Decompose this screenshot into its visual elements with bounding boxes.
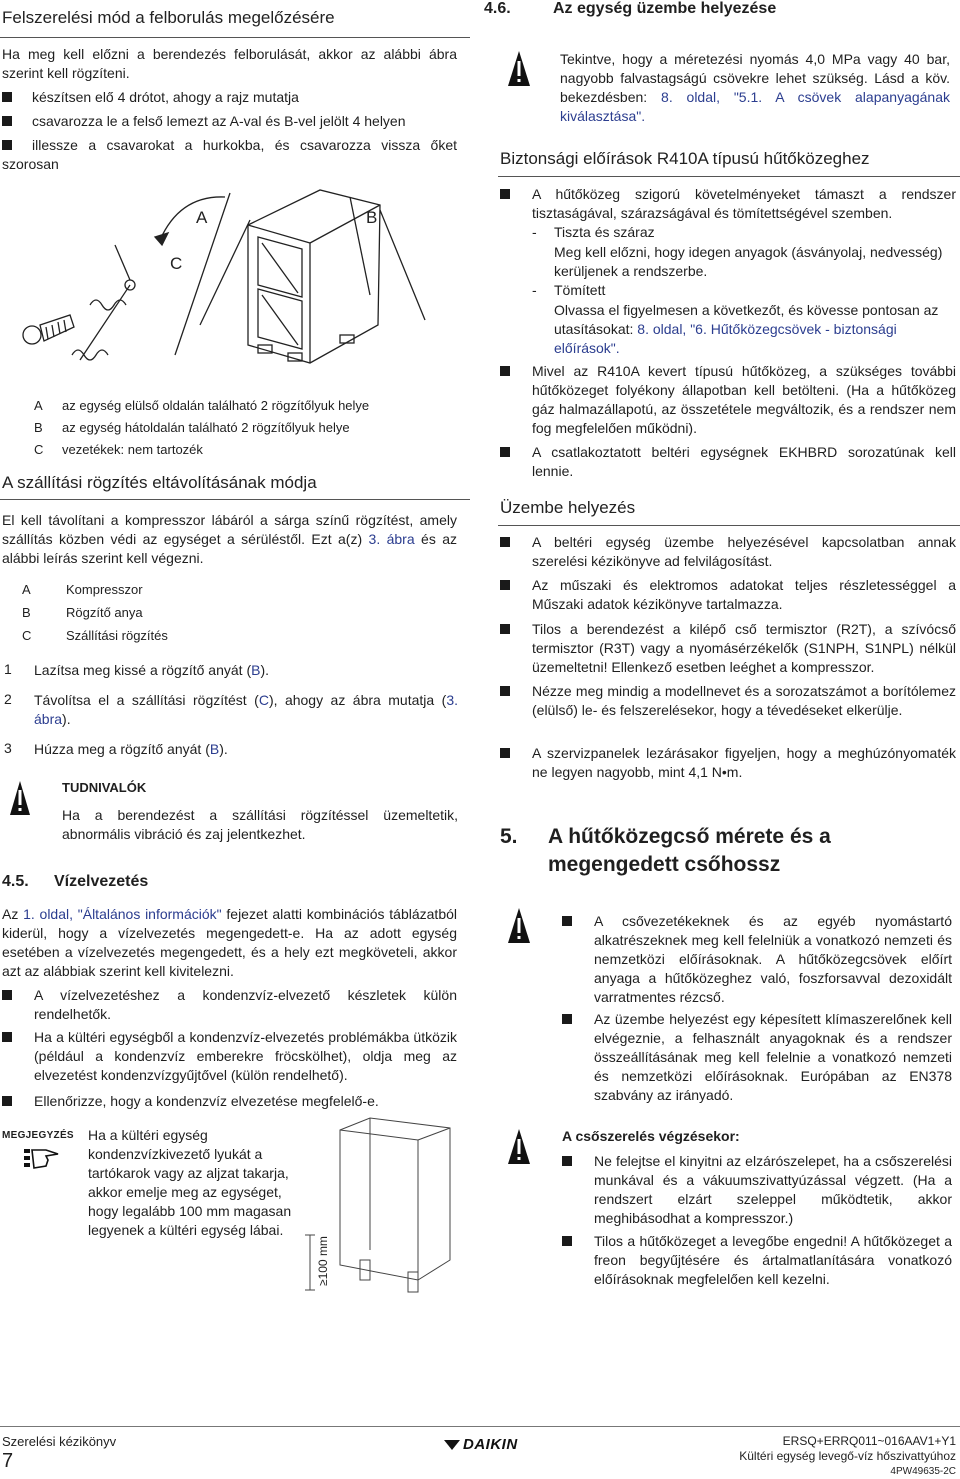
bullet-square <box>562 916 572 926</box>
step-number: 3 <box>4 740 12 756</box>
figure-link[interactable]: 3. ábra <box>368 531 415 547</box>
sub-dash: - <box>532 282 537 298</box>
list-item: Tilos a berendezést a kilépő cső termisztor (R2T), a szívócső termisztor (R3T) vagy a nyomásérzékelők (S1NPH, S1NPL) nélkül üzemeltetni! Ellenkező esetben leéghet a kompresszor. <box>500 620 956 677</box>
bullet-square <box>500 624 510 634</box>
legend-key: B <box>34 420 43 435</box>
note-text: Ha a kültéri egység kondenzvízkivezető lyukát a tartókarok vagy az aljzat takarja, akkor emelje meg az egységet, hogy legalább 100 mm magasan legyenek a kültéri egység lábai. <box>88 1127 292 1238</box>
list-item: Ha a kültéri egységből a kondenzvíz-elvezetés problémákba ütközik (például a kondenzvíz emberekre fröcskölhet), oldja meg az elvezetést kondenzvízgyűjtővel (külön rendelhető). <box>2 1028 457 1085</box>
bullet-square <box>562 1014 572 1024</box>
section-number: 4.5. <box>2 873 29 890</box>
step-text: Húzza meg a rögzítő anyát (B). <box>34 741 228 757</box>
bullet-square <box>500 537 510 547</box>
section-title-drainage: Vízelvezetés <box>54 873 149 890</box>
chapter-number: 5. <box>500 825 518 848</box>
bullet-square <box>2 1032 12 1042</box>
daikin-logo-icon <box>444 1440 460 1450</box>
section-divider <box>0 499 470 500</box>
notice-text: Ha a berendezést a szállítási rögzítéssel üzemeltetik, abnormális vibráció és zaj jelentkezhet. <box>62 807 458 842</box>
list-item: Az üzembe helyezést egy képesített klímaszerelőnek kell elvégeznie, a felhasznált anyagoknak és a rendszer összeállításának meg kell felelnie a vonatkozó nemzeti és nemzetközi előírásoknak. Európában az EN378 szabvány az irányadó. <box>562 1010 952 1105</box>
section-title-commissioning: Az egység üzembe helyezése <box>553 0 777 17</box>
notice-title: TUDNIVALÓK <box>62 780 147 795</box>
step-number: 1 <box>4 661 12 677</box>
list-item: A csővezetékeknek és az egyéb nyomástartó alkatrészeknek meg kell felelniük a vonatkozó nemzeti és nemzetközi előírásoknak. A hűtőközegcsövek előírt anyaga a hűtőközeghez való, foszforsavval dezoxidált varratmentes rézcső. <box>562 912 952 1007</box>
step-text: Távolítsa el a szállítási rögzítést (C), ahogy az ábra mutatja (3. ábra). <box>34 692 458 727</box>
list-item: A szervizpanelek lezárásakor figyeljen, hogy a meghúzónyomaték ne legyen nagyobb, mint 4,1 N•m. <box>500 744 956 782</box>
legend-key: B <box>22 605 31 620</box>
section-divider <box>0 37 470 38</box>
bullet-square <box>2 1096 12 1106</box>
section-divider <box>498 176 960 177</box>
brand-logo: DAIKIN <box>444 1436 518 1453</box>
warning-icon <box>502 48 536 90</box>
list-item: Ne felejtse el kinyitni az elzárószelepet, ha a csőszerelési munkával és a vákuumszivattyúzással végzett. (Ha a rendszert elzárt szeleppel működtetik, akkor meghibásodhat a kompresszor.) <box>562 1152 952 1228</box>
section-title-commissioning-sub: Üzembe helyezés <box>500 498 636 517</box>
footer-doc-info <box>739 1434 956 1479</box>
figure-label-c: C <box>170 254 183 273</box>
piping-subtitle: A csőszerelés végzésekor: <box>562 1128 740 1144</box>
step-number: 2 <box>4 691 12 707</box>
bullet-square <box>500 447 510 457</box>
bullet-square <box>562 1156 572 1166</box>
pointing-hand-icon <box>24 1146 60 1172</box>
bullet-square <box>500 686 510 696</box>
chapter-title-pipe-size: A hűtőközegcső mérete és a megengedett csőhossz <box>548 825 831 876</box>
raised-unit-figure <box>300 1110 470 1295</box>
model-code: ERSQ+ERRQ011~016AAV1+Y1 <box>782 1434 956 1448</box>
figure-label-b: B <box>366 208 378 227</box>
section-number: 4.6. <box>484 0 511 17</box>
section-title-transport-stay: A szállítási rögzítés eltávolításának módja <box>2 473 317 492</box>
bullet-square <box>500 366 510 376</box>
clearance-label: ≥100 mm <box>316 1236 330 1286</box>
legend-value: vezetékek: nem tartozék <box>62 442 203 457</box>
bullet-square <box>2 990 12 1000</box>
bullet-square <box>2 140 12 150</box>
list-item: csavarozza le a felső lemezt az A-val és B-vel jelölt 4 helyen <box>2 112 457 131</box>
list-item: A hűtőközeg szigorú követelményeket támaszt a rendszer tisztaságával, szárazságával és tömítettségével szemben. <box>500 185 956 223</box>
bullet-square <box>500 580 510 590</box>
product-name: Kültéri egység levegő-víz hőszivattyúhoz <box>739 1449 956 1463</box>
legend-key: C <box>22 628 32 643</box>
list-item: készítsen elő 4 drótot, ahogy a rajz mutatja <box>2 88 457 107</box>
bullet-square <box>500 748 510 758</box>
legend-value: az egység hátoldalán található 2 rögzítőlyuk helye <box>62 420 350 435</box>
sub-item-text: Meg kell előzni, hogy idegen anyagok (ásványolaj, nedvesség) kerüljenek a rendszerbe. <box>554 244 943 279</box>
bullet-square <box>562 1236 572 1246</box>
bullet-square <box>500 189 510 199</box>
list-item: illessze a csavarokat a hurkokba, és csavarozza vissza őket szorosan <box>2 137 457 172</box>
list-item: Nézze meg mindig a modellnevet és a sorozatszámot a borítólemez (elülső) le- és felszerelésekor, hogy a tévedéseket elkerülje. <box>500 682 956 720</box>
legend-value: Szállítási rögzítés <box>66 628 168 643</box>
transport-stay-paragraph: El kell távolítani a kompresszor lábáról a sárga színű rögzítést, amely szállítás közben védi az egységet a sérüléstől. Ezt a(z) 3. ábra és az alábbi leírás szerint kell végezni. <box>2 512 458 566</box>
sub-item-text: Olvassa el figyelmesen a következőt, és kövesse pontosan az utasításokat: 8. oldal, "6. Hűtőközegcsövek - biztonsági előírások". <box>554 302 939 356</box>
legend-key: A <box>22 582 31 597</box>
tip-over-fixing-figure <box>20 185 440 385</box>
page-link[interactable]: 1. oldal, "Általános információk" <box>23 906 222 922</box>
section-title-r410a-safety: Biztonsági előírások R410A típusú hűtőközeghez <box>500 149 870 168</box>
footer-manual-title: Szerelési kézikönyv <box>2 1434 117 1449</box>
page-link[interactable]: 8. oldal, "6. Hűtőközegcsövek - biztonsági előírások". <box>554 321 897 356</box>
warning-icon <box>502 1126 536 1168</box>
legend-value: az egység elülső oldalán található 2 rögzítőlyuk helye <box>62 398 370 413</box>
bullet-square <box>2 92 12 102</box>
list-item: Ellenőrizze, hogy a kondenzvíz elvezetése megfelelő-e. <box>2 1092 457 1111</box>
page-link[interactable]: 8. oldal, "5.1. A csövek alapanyagának kiválasztása". <box>560 89 950 124</box>
step-text: Lazítsa meg kissé a rögzítő anyát (B). <box>34 662 270 678</box>
document-code: 4PW49635-2C <box>890 1466 956 1477</box>
list-item: A vízelvezetéshez a kondenzvíz-elvezető készletek külön rendelhetők. <box>2 986 457 1024</box>
legend-value: Rögzítő anya <box>66 605 143 620</box>
list-item: A csatlakoztatott beltéri egységnek EKHBRD sorozatúnak kell lennie. <box>500 443 956 481</box>
legend-value: Kompresszor <box>66 582 143 597</box>
list-item: Az műszaki és elektromos adatokat teljes részletességgel a Műszaki adatok kézikönyve tartalmazza. <box>500 576 956 614</box>
list-item: Tilos a hűtőközeget a levegőbe engedni! A hűtőközeget a freon begyűjtésére és ártalmatlanítására vonatkozó előírásoknak megfelelően kell kezelni. <box>562 1232 952 1289</box>
sub-item-title: Tömített <box>554 282 606 298</box>
bullet-square <box>2 116 12 126</box>
footer-divider <box>0 1426 960 1427</box>
section-divider <box>498 525 960 526</box>
tip-over-intro: Ha meg kell előzni a berendezés felborulását, akkor az alábbi ábra szerint kell rögzíteni. <box>2 46 457 81</box>
note-label: MEGJEGYZÉS <box>2 1130 74 1141</box>
list-item: A beltéri egység üzembe helyezésével kapcsolatban annak szerelési kézikönyve ad felvilágosítást. <box>500 533 956 571</box>
legend-key: A <box>34 398 43 413</box>
sub-item-title: Tiszta és száraz <box>554 224 655 240</box>
warning-icon <box>4 778 36 818</box>
warning-icon <box>502 905 536 947</box>
figure-label-a: A <box>196 208 208 227</box>
legend-key: C <box>34 442 44 457</box>
list-item: Mivel az R410A kevert típusú hűtőközeg, a szükséges további hűtőközeget folyékony állapotban kell betölteni. (Ha a hűtőközeg gáz halmazállapotú, az összetétele megváltozik, és a rendszer nem fog megfelelően működni). <box>500 362 956 438</box>
sub-dash: - <box>532 224 537 240</box>
drainage-paragraph: Az 1. oldal, "Általános információk" fejezet alatti kombinációs táblázatból kiderül, hogy a vízelvezetés megengedett-e. Ha az adott egység esetében a vízelvezetés megengedett, és a hely ezt megköveteli, akkor azt az alábbiak szerint kell kivitelezni. <box>2 906 457 979</box>
section-title-tip-over: Felszerelési mód a felborulás megelőzésére <box>2 8 335 27</box>
page-number: 7 <box>2 1450 14 1472</box>
design-pressure-warning: Tekintve, hogy a méretezési nyomás 4,0 MPa vagy 40 bar, nagyobb falvastagságú csövekre lehet szükség. Lásd a köv. bekezdésben: 8. oldal, "5.1. A csövek alapanyagának kiválasztása". <box>560 51 950 124</box>
